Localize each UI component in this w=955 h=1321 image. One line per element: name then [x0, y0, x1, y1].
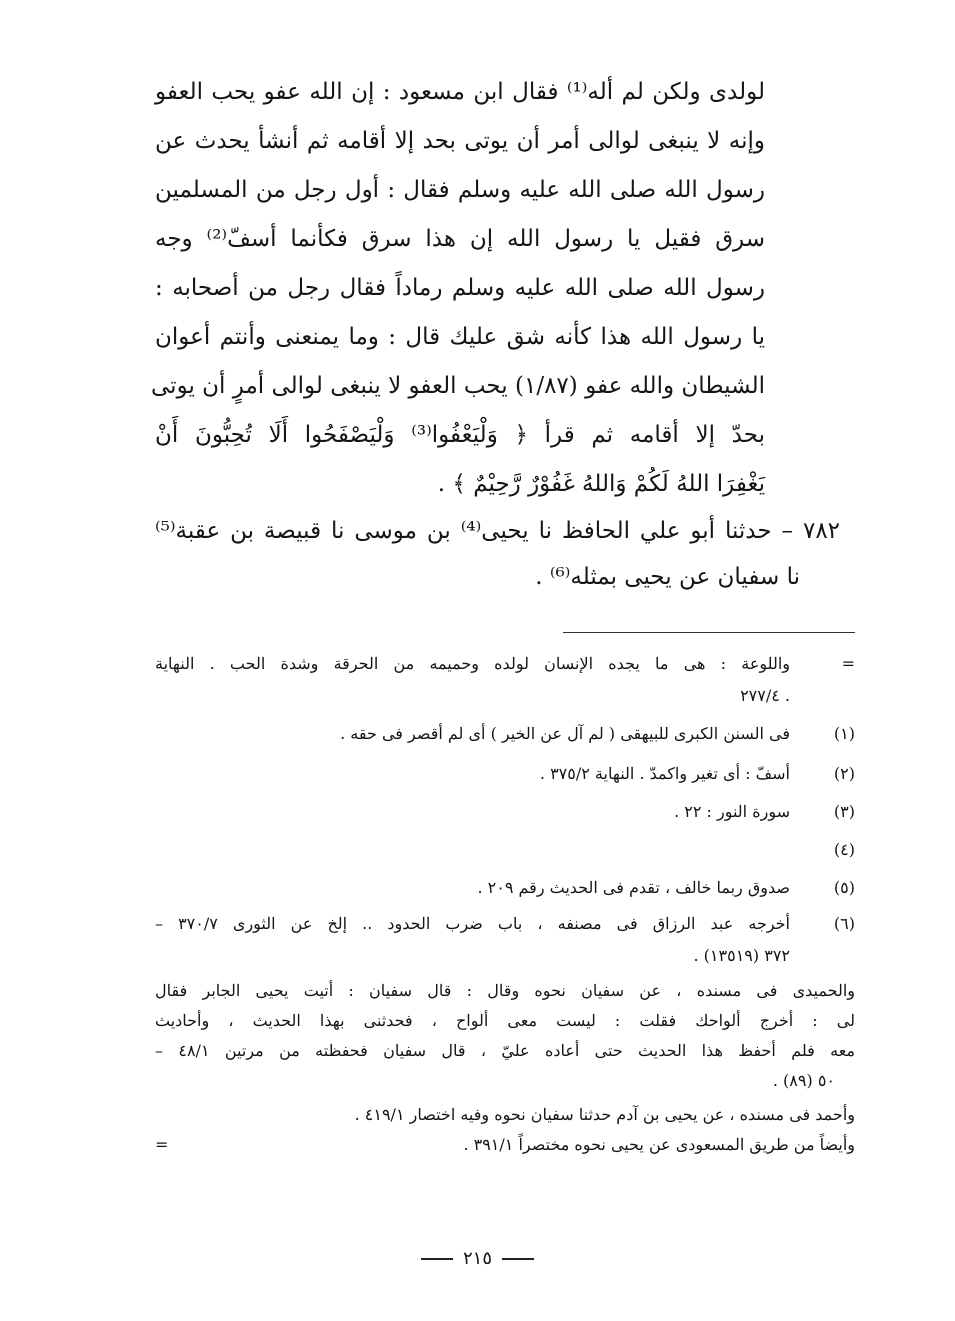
footnote-4: [155, 834, 855, 866]
footnote-line: ٣٧٢ (١٣٥١٩) .: [693, 946, 790, 965]
text-line: رسول الله صلى الله عليه وسلم رماداً فقال رجل من أصحابه :: [155, 275, 765, 301]
text-line: يَغْفِرَا اللهُ لَكُمْ وَاللهُ غَفُوْرٌ رَّحِيْمٌ ﴾ .: [437, 471, 765, 497]
footnote-number: (٢): [833, 764, 855, 783]
continuation-marker: =: [841, 654, 855, 673]
footnote-3: [155, 796, 855, 828]
footnote-line: معه فلم أحفظ هذا الحديث حتى أعاده عليّ ، قال سفيان فحفظته من مرتين ٤٨/١ –: [155, 1041, 856, 1060]
footnote-number: (٣): [833, 802, 855, 821]
text-line: سرق فقيل يا رسول الله إن هذا سرق فكأنما أسفّ⁽²⁾ وجه: [155, 226, 765, 252]
hadith-line: [155, 508, 840, 554]
footnote-separator: [563, 632, 855, 633]
footnote-1: [155, 718, 855, 750]
continues-marker: =: [155, 1135, 169, 1154]
footnote-line: سورة النور : ٢٢ .: [674, 802, 790, 821]
text-line: لولدى ولكن لم أله⁽¹⁾ فقال ابن مسعود : إن الله عفو يحب العفو: [155, 79, 765, 105]
footnote-number: (١): [833, 724, 855, 743]
footnote-number: (٥): [833, 878, 855, 897]
page-number-text: ٢١٥: [462, 1248, 492, 1269]
footnote-6-extra: [155, 976, 855, 1160]
footnote-line: وأحمد فى مسنده ، عن يحيى بن آدم حدثنا سفيان نحوه وفيه اختصار ٤١٩/١ .: [354, 1105, 855, 1124]
footnotes: [155, 648, 855, 1160]
footnote-line: [155, 1130, 855, 1160]
footnote-line: صدوق ربما خالف ، تقدم فى الحديث رقم ٢٠٩ .: [477, 878, 790, 897]
text-line: رسول الله صلى الله عليه وسلم فقال : أول رجل من المسلمين: [155, 177, 765, 203]
main-text: [151, 68, 765, 509]
footnote-continuation: [155, 648, 855, 712]
text-line: يا رسول الله هذا كأنه شق عليك قال : وما يمنعنى وأنتم أعوان: [155, 324, 765, 350]
footnote-5: [155, 872, 855, 904]
text-line: الشيطان والله عفو (١/٨٧) يحب العفو لا ينبغى لوالى أمرٍ أن يوتى: [151, 373, 765, 399]
footnote-line: أخرجه عبد الرزاق فى مصنفه ، باب ضرب الحدود .. إلخ عن الثورى ٣٧٠/٧ –: [155, 914, 790, 933]
footnote-number: (٤): [833, 840, 855, 859]
footnote-line: أسفّ : أى تغير واكمدّ . النهاية ٣٧٥/٢ .: [539, 764, 790, 783]
hadith-line: نا سفيان عن يحيى بمثله⁽⁶⁾ .: [535, 564, 800, 590]
footnote-2: [155, 758, 855, 790]
footnote-line: والحميدى فى مسنده ، عن سفيان نحوه وقال : قال سفيان : أتيت يحيى الجابر فقال: [155, 981, 855, 1000]
page-number: [0, 1248, 955, 1269]
hadith-text: حدثنا أبو علي الحافظ نا يحيى⁽⁴⁾ بن موسى نا قبيصة بن عقبة⁽⁵⁾: [155, 518, 772, 544]
footnote-line: واللوعة : هى ما يجده الإنسان لولده وحميمه من الحرقة وشدة الحب . النهاية: [155, 654, 790, 673]
page-number-dash: [502, 1258, 534, 1260]
text-line: بحدّ إلا أقامه ثم قرأ ﴿ وَلْيَعْفُوا⁽³⁾ وَلْيَصْفَحُوا أَلَا تُحِبُّونَ أَنْ: [155, 422, 765, 448]
footnote-line: لى : أخرج ألواحك فقلت : ليست معى ألواح ، فحدثنى بهذا الحديث ، وأحاديث: [155, 1011, 855, 1030]
hadith-number: ٧٨٢ –: [781, 518, 841, 544]
text-line: وإنه لا ينبغى لوالى أمر أن يوتى بحد إلا أقامه ثم أنشأ يحدث عن: [155, 128, 765, 154]
footnote-number: (٦): [833, 914, 855, 933]
footnote-line: فى السنن الكبرى للبيهقى ( لم آل عن الخير ) أى لم أقصر فى حقه .: [340, 724, 790, 743]
footnote-6: [155, 908, 855, 972]
footnote-line: . ٢٧٧/٤: [740, 686, 790, 705]
footnote-line-text: وأيضاً من طريق المسعودى عن يحيى نحوه مختصراً ٣٩١/١ .: [463, 1135, 855, 1154]
footnote-line: ٥٠ (٨٩) .: [772, 1071, 835, 1090]
page-number-dash: [421, 1258, 453, 1260]
hadith-782: [155, 508, 840, 600]
